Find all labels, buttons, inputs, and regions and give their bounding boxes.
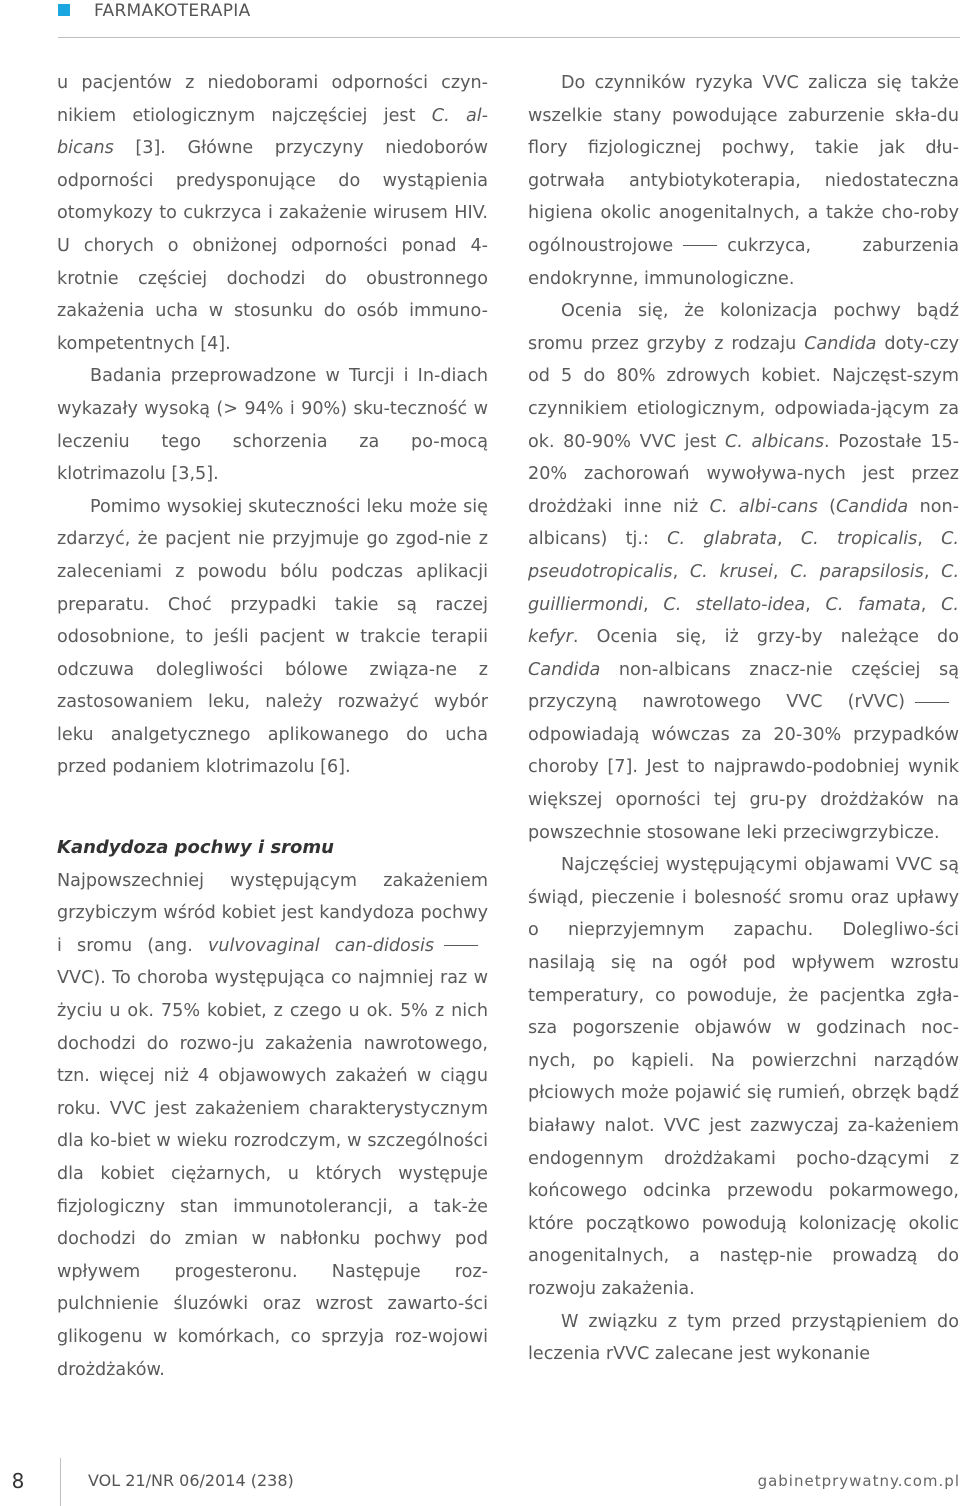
section-marker-square [58,4,70,16]
right-paragraph-4: W związku z tym przed przystąpieniem do leczenia rVVC zalecane jest wykonanie [528,1311,959,1365]
left-paragraph-1: u pacjentów z niedoborami odporności czyn-nikiem etiologicznym najczęściej jest C. al-bicans [3]. Główne przyczyny niedoborów odporności predysponujące do wystąpienia otomykozy to cukrzyca i zakażenie wirusem HIV. U chorych o obniżonej odporności ponad 4-krotnie częściej dochodzi do obustronnego zakażenia ucha w stosunku do osób immuno-kompetentnych [4]. [57,73,488,354]
left-paragraph-4: Najpowszechniej występującym zakażeniem grzybiczym wśród kobiet jest kandydoza pochwy i sromu (ang. vulvovaginal can-didosisVVC). To choroba występująca co najmniej raz w życiu u ok. 75% kobiet, z czego u ok. 5% z nich dochodzi do rozwo-ju zakażenia nawrotowego, tzn. więcej niż 4 objawowych zakażeń w ciągu roku. VVC jest zakażeniem charakterystycznym dla ko-biet w wieku rozrodczym, w szczególności dla kobiet ciężarnych, u których występuje fizjologiczny stan immunotolerancji, a tak-że dochodzi do zmian w nabłonku pochwy pod wpływem progesteronu. Następuje roz-pulchnienie śluzówki oraz wzrost zawarto-ści glikogenu w komórkach, co sprzyja roz-wojowi drożdżaków. [57,870,488,1380]
header-rule [58,37,960,38]
em-dash [444,945,478,946]
right-paragraph-3: Najczęściej występującymi objawami VVC są świąd, pieczenie i bolesność sromu oraz upławy o nieprzyjemnym zapachu. Dolegliwo-ści nasilają się na ogół pod wpływem wzrostu temperatury, co powoduje, że pacjentka zgła-sza pogorszenie objawów w godzinach noc-nych, po kąpieli. Na powierzchni narządów płciowych może pojawić się rumień, obrzęk bądź białawy nalot. VVC jest zazwyczaj za-każeniem endogennym drożdżakami pocho-dzącymi z końcowego odcinka przewodu pokarmowego, które początkowo powodują kolonizację okolic anogenitalnych, a następ-nie prowadzą do rozwoju zakażenia. [528,855,959,1299]
page-header [0,0,960,40]
right-paragraph-1: Do czynników ryzyka VVC zalicza się także wszelkie stany powodujące zaburzenie skła-du flory fizjologicznej pochwy, takie jak dłu-gotrwała antybiotykoterapia, niedostateczna higiena okolic anogenitalnych, a także cho-roby ogólnoustrojowe cukrzyca, zaburzenia endokrynne, immunologiczne. [528,73,959,289]
issue-label: VOL 21/NR 06/2014 (238) [88,1471,294,1490]
left-paragraph-3: Pomimo wysokiej skuteczności leku może się zdarzyć, że pacjent nie przyjmuje go zgod-nie z zaleceniami z powodu bólu podczas aplikacji preparatu. Choć przypadki takie są raczej odosobnione, to jeśli pacjent w trakcie terapii odczuwa dolegliwości bólowe związa-ne z zastosowaniem leku, należy rozważyć wybór leku analgetycznego aplikowanego do ucha przed podaniem klotrimazolu [6]. [57,496,488,778]
em-dash [683,245,717,246]
section-title: FARMAKOTERAPIA [94,1,251,21]
right-paragraph-2: Ocenia się, że kolonizacja pochwy bądź sromu przez grzyby z rodzaju Candida doty-czy od 5 do 80% zdrowych kobiet. Najczęst-szym czynnikiem etiologicznym, odpowiada-jącym za ok. 80-90% VVC jest C. albicans. Pozostałe 15-20% zachorowań wywoływa-nych jest przez drożdżaki inne niż C. albi-cans (Candida non-albicans) tj.: C. glabrata, C. tropicalis, C. pseudotropicalis, C. krusei, C. parapsilosis, C. guilliermondi, C. stellato-idea, C. famata, C. kefyr. Ocenia się, iż grzy-by należące do Candida non-albicans znacz-nie częściej są przyczyną nawrotowego VVC (rVVC)odpowiadają wówczas za 20-30% przypadków choroby [7]. Jest to najprawdo-podobniej wynik większej oporności tej gru-py drożdżaków na powszechnie stosowane leki przeciwgrzybicze. [528,301,960,843]
section-heading-candidiasis: Kandydoza pochwy i sromu [57,837,334,859]
website-link[interactable]: gabinetprywatny.com.pl [757,1472,960,1490]
em-dash [915,702,949,703]
right-column [528,67,959,1371]
left-paragraph-2: Badania przeprowadzone w Turcji i In-diach wykazały wysoką (> 94% i 90%) sku-teczność w leczeniu tego schorzenia za po-mocą klotrimazolu [3,5]. [57,366,488,485]
footer-divider [60,1458,61,1506]
left-column [57,67,488,1386]
page-number: 8 [11,1469,25,1493]
